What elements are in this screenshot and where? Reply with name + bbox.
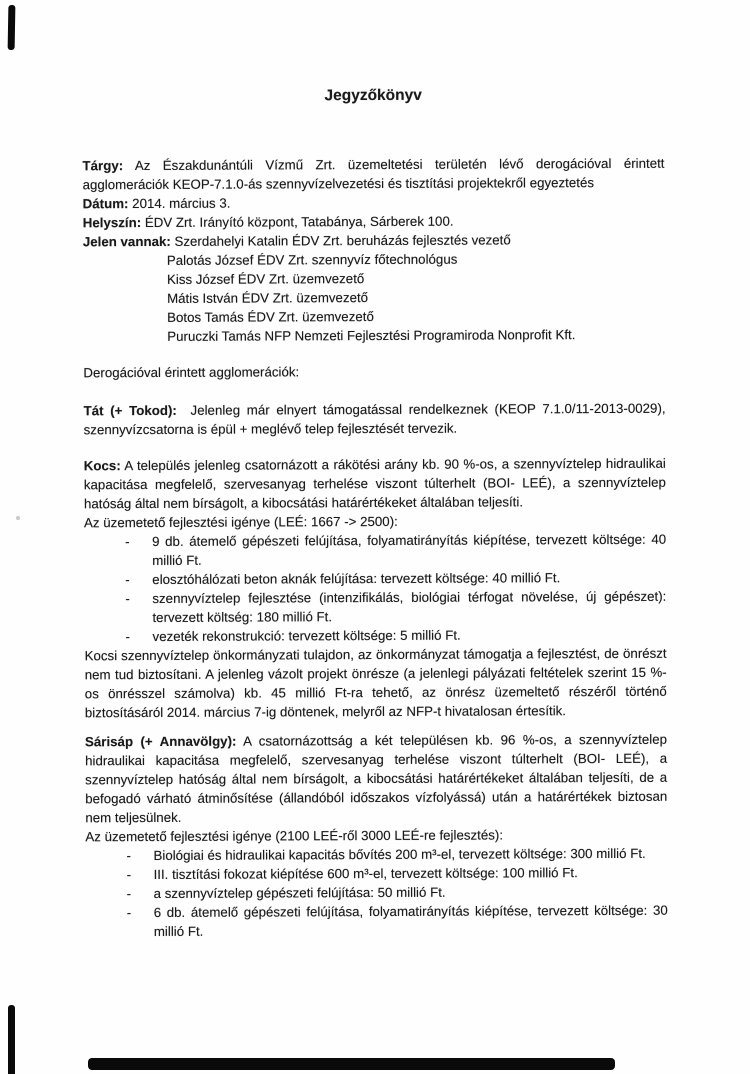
bullet-dash: - (125, 629, 131, 645)
list-item-text: vezeték rekonstrukció: tervezett költsége: 5 millió Ft. (152, 627, 461, 644)
list-item (125, 625, 666, 646)
helyszin-text: ÉDV Zrt. Irányító központ, Tatabánya, Sárberek 100. (144, 213, 454, 231)
bullet-dash: - (126, 867, 132, 883)
list-item-text: a szennyvíztelep gépészeti felújítása: 50 millió Ft. (153, 884, 446, 901)
targy-paragraph (82, 154, 664, 195)
sarisap-igeny-line: Az üzemetető fejlesztési igénye (2100 LEÉ-ről 3000 LEÉ-re fejlesztés): (85, 827, 504, 845)
bullet-dash: - (125, 534, 130, 550)
scan-artifact-bottom-bar (88, 1058, 615, 1070)
tat-label: Tát (+ Tokod): (83, 402, 177, 419)
bullet-dash: - (126, 848, 131, 864)
attendee-line: Kiss József ÉDV Zrt. üzemvezető (166, 271, 365, 287)
targy-text: Az Északdunántúli Vízmű Zrt. üzemeltetési területén lévő derogációval érintett agglomerációk KEOP-7.1.0-ás szennyvízelvezetési és tisztítási projektekről egyeztetés (82, 155, 665, 193)
datum-line (83, 192, 665, 214)
datum-text: 2014. március 3. (132, 195, 231, 212)
targy-label: Tárgy: (82, 158, 124, 174)
page-title: Jegyzőkönyv (324, 86, 422, 105)
list-item-text: III. tisztítási fokozat kiépítése 600 m³-el, tervezett költsége: 100 millió Ft. (153, 865, 578, 882)
bullet-dash: - (126, 905, 132, 921)
list-item (126, 844, 667, 865)
sarisap-paragraph (85, 730, 667, 828)
list-item (125, 530, 666, 570)
helyszin-label: Helyszín: (82, 215, 142, 231)
bullet-dash: - (126, 886, 132, 902)
scan-artifact-top-left (8, 5, 16, 50)
attendee-line: Palotás József ÉDV Zrt. szennyvíz főtechnológus (166, 251, 458, 268)
list-item-text: Biológiai és hidraulikai kapacitás bővítés 200 m³-el, tervezett költsége: 300 millió Ft. (153, 845, 646, 863)
attendee-line: Szerdahelyi Katalin ÉDV Zrt. beruházás fejlesztés vezető (174, 232, 511, 249)
list-item-text: 9 db. átemelő gépészeti felújítása, folyamatirányítás kiépítése, tervezett költsége: 40 millió Ft. (152, 531, 667, 568)
scan-artifact-bottom-left (8, 1005, 15, 1074)
attendee-line: Puruczki Tamás NFP Nemzeti Fejlesztési Programiroda Nonprofit Kft. (167, 327, 576, 344)
helyszin-line (83, 211, 665, 233)
datum-label: Dátum: (82, 196, 129, 212)
kocs-igeny-line: Az üzemetető fejlesztési igénye (LEÉ: 1667 -> 2500): (84, 513, 398, 531)
section-intro: Derogációval érintett agglomerációk: (83, 364, 300, 381)
tat-text: Jelenleg már elnyert támogatással rendelkeznek (KEOP 7.1.0/11-2013-0029), szennyvízcsatorna is épül + meglévő telep fejlesztését tervezik. (83, 400, 666, 438)
bullet-dash: - (125, 572, 130, 588)
kocs-bullet-list (125, 530, 666, 646)
list-item (127, 901, 668, 941)
jelen-vannak-label: Jelen vannak: (82, 233, 171, 250)
jelen-vannak-line (83, 230, 665, 252)
kocs-label: Kocs: (83, 458, 121, 474)
document-content (82, 85, 668, 942)
list-item-text: szennyvíztelep fejlesztése (intenzifikálás, biológiai térfogat növelése, új gépészet): tervezett költség: 180 millió Ft. (152, 588, 667, 625)
list-item (127, 882, 668, 903)
sarisap-label: Sárisáp (+ Annavölgy): (84, 733, 237, 750)
kocs-text: A település jelenleg csatornázott a rákötési arány kb. 90 %-os, a szennyvíztelep hidraulikai kapacitása megfelelő, szervesanyag terhelése viszont túlterhelt (BOI- LEÉ), a szennyvíztelep hatóság által nem bírságolt, a kibocsátási határértékeket általában teljesíti. (83, 455, 666, 512)
list-item-text: elosztóhálózati beton aknák felújítása: tervezett költsége: 40 millió Ft. (152, 570, 561, 587)
attendee-line: Mátis István ÉDV Zrt. üzemvezető (167, 290, 369, 306)
tat-paragraph (84, 399, 666, 440)
sarisap-text: A csatornázottság a két településen kb. 96 %-os, a szennyvíztelep hidraulikai kapacitása megfelelő, szervesanyag terhelése viszont túlterhelt (BOI- LEÉ), a szennyvíztelep hatóság által nem bírságolt, a kibocsátási határértékeket általában teljesíti, de a befogadó várható átminősítése (állandóból időszakos vízfolyássá) után a határértékek biztosan nem teljesülnek. (85, 731, 668, 826)
bullet-dash: - (125, 591, 130, 607)
scan-speck (16, 516, 20, 520)
attendee-line: Botos Tamás ÉDV Zrt. üzemvezető (167, 309, 374, 325)
sarisap-bullet-list (126, 844, 667, 941)
kocs-paragraph (84, 454, 666, 514)
list-item (125, 587, 666, 627)
list-item (125, 568, 666, 589)
kocs-note-paragraph: Kocsi szennyvíztelep önkormányzati tulajdon, az önkormányzat támogatja a fejlesztést, de önrészt nem tud biztosítani. A jelenleg vázolt projekt önrésze (a jelenlegi pályázati feltételek szerint 15 %-os önrésszel számolva) kb. 45 millió Ft-ra tehető, az önrész üzemeltető részéről történő biztosításáról 2014. március 7-ig döntenek, melyről az NFP-t hivatalosan értesítik. (84, 645, 667, 721)
list-item (127, 863, 668, 884)
list-item-text: 6 db. átemelő gépészeti felújítása, folyamatirányítás kiépítése, tervezett költsége: 30 millió Ft. (153, 902, 668, 939)
